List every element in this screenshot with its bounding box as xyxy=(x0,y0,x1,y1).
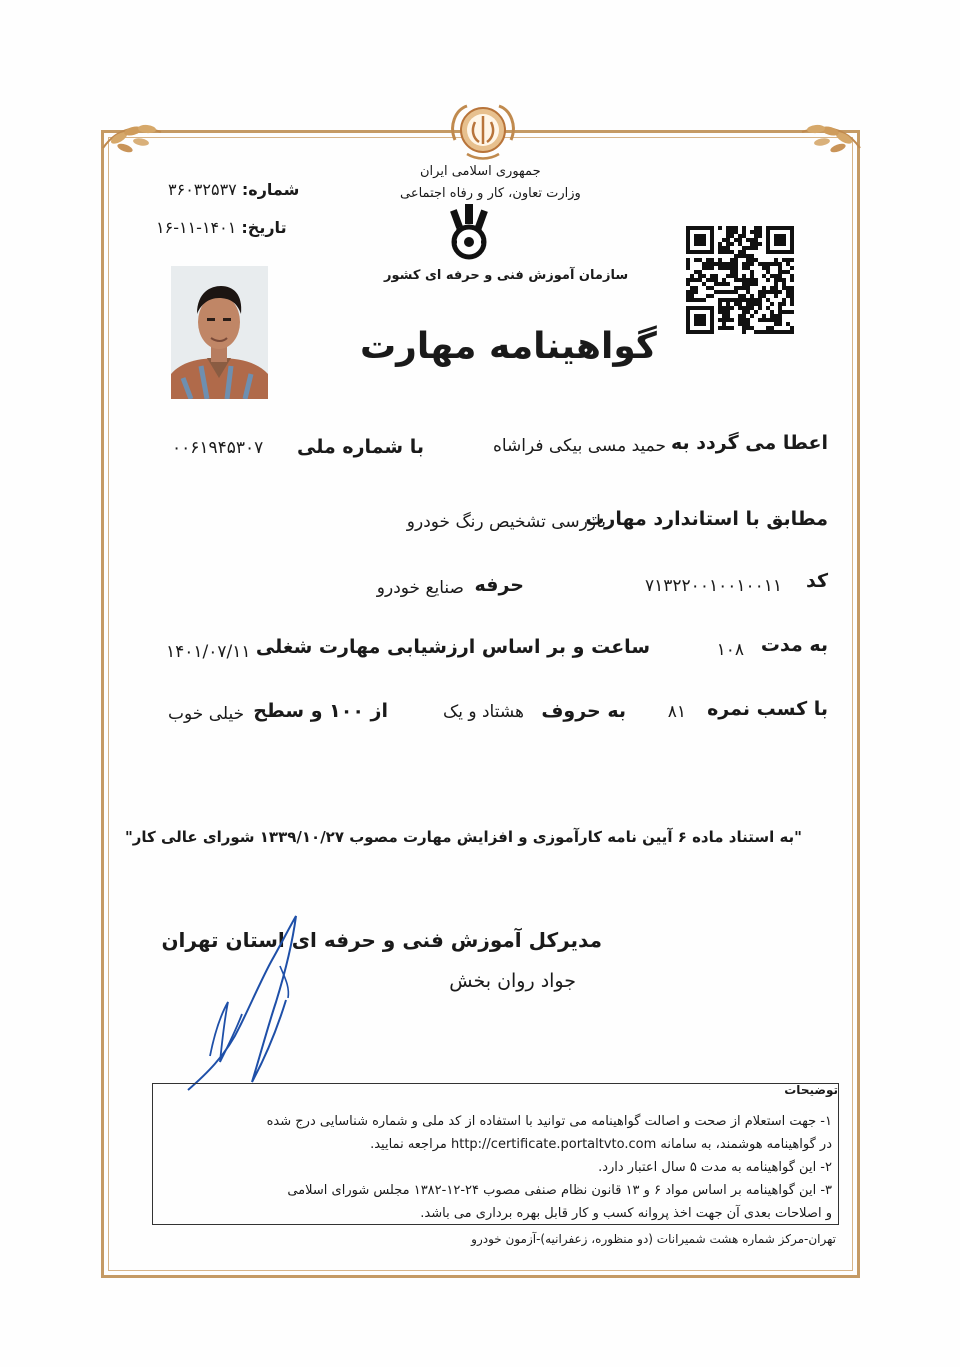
score-value: ۸۱ xyxy=(667,702,686,722)
in-words-label: به حروف xyxy=(541,700,626,722)
duration-value: ۱۰۸ xyxy=(716,640,744,660)
certificate-title: گواهینامه مهارت xyxy=(360,326,657,367)
number-value: ۳۶۰۳۲۵۳۷ xyxy=(168,180,237,199)
standard-label: مطابق با استاندارد مهارت xyxy=(585,508,828,530)
hours-label: ساعت و بر اساس ارزشیابی مهارت شغلی xyxy=(255,636,650,658)
score-label: با کسب نمره xyxy=(707,698,828,720)
corner-ornament-left-icon xyxy=(97,118,167,164)
qr-code xyxy=(686,226,794,334)
date-label: تاریخ: xyxy=(241,218,287,237)
assessment-date: ۱۴۰۱/۰۷/۱۱ xyxy=(166,642,251,662)
trade-value: صنایع خودرو xyxy=(376,578,464,598)
date-value: ۱۴۰۱-۱۱-۱۶ xyxy=(156,218,237,237)
signatory-title: مدیرکل آموزش فنی و حرفه ای استان تهران xyxy=(161,928,602,952)
iran-emblem-icon xyxy=(447,100,519,162)
duration-label: به مدت xyxy=(760,634,828,656)
signature-icon xyxy=(180,906,330,1098)
code-value: ۷۱۳۲۲۰۰۱۰۰۱۰۰۱۱ xyxy=(645,576,782,596)
ministry-text: وزارت تعاون، کار و رفاه اجتماعی xyxy=(400,186,581,201)
notes-heading: توضیحات xyxy=(784,1083,838,1097)
out-of-label: از ۱۰۰ و سطح xyxy=(253,700,388,722)
note-line: و اصلاحات بعدی آن جهت اخذ پروانه کسب و کار قابل بهره برداری می باشد. xyxy=(420,1206,832,1221)
note-line: ۲- این گواهینامه به مدت ۵ سال اعتبار دارد. xyxy=(598,1160,832,1175)
national-id-value: ۰۰۶۱۹۴۵۳۰۷ xyxy=(172,438,264,458)
note-line: ۱- جهت استعلام از صحت و اصالت گواهینامه می توانید با استفاده از کد ملی و شماره شناسایی درج شده xyxy=(266,1114,832,1129)
note-line: ۳- این گواهینامه بر اساس مواد ۶ و ۱۳ قانون نظام صنفی مصوب ۲۴-۱۲-۱۳۸۲ مجلس شورای اسلامی xyxy=(287,1183,832,1198)
notes-box xyxy=(152,1083,839,1225)
note-line: در گواهینامه هوشمند، به سامانه http://certificate.portaltvto.com مراجعه نمایید. xyxy=(370,1137,832,1152)
organization-text: سازمان آموزش فنی و حرفه ای کشور xyxy=(384,268,629,283)
level-value: خیلی خوب xyxy=(168,704,245,724)
republic-text: جمهوری اسلامی ایران xyxy=(420,164,541,179)
holder-photo xyxy=(171,266,268,399)
holder-name: حمید مسی بیکی فراشاه xyxy=(492,436,666,456)
code-label: کد xyxy=(805,570,828,592)
corner-ornament-right-icon xyxy=(796,118,866,164)
national-id-label: با شماره ملی xyxy=(297,436,424,458)
tvto-logo-icon xyxy=(447,204,491,260)
number-label: شماره: xyxy=(241,180,300,199)
signatory-name: جواد روان بخش xyxy=(449,970,576,992)
legal-basis: "به استناد ماده ۶ آیین نامه کارآموزی و افزایش مهارت مصوب ۱۳۳۹/۱۰/۲۷ شورای عالی کار" xyxy=(124,828,802,846)
standard-value: بازرسی تشخیص رنگ خودرو xyxy=(406,512,606,532)
certificate-number xyxy=(168,180,299,199)
grant-label: اعطا می گردد به xyxy=(671,432,828,454)
certificate-date xyxy=(156,218,287,237)
footer-text: تهران-مرکز شماره هشت شمیرانات (دو منظوره، زعفرانیه)-آزمون خودرو xyxy=(471,1232,836,1246)
trade-label: حرفه xyxy=(474,574,524,596)
in-words-value: هشتاد و یک xyxy=(443,702,524,722)
